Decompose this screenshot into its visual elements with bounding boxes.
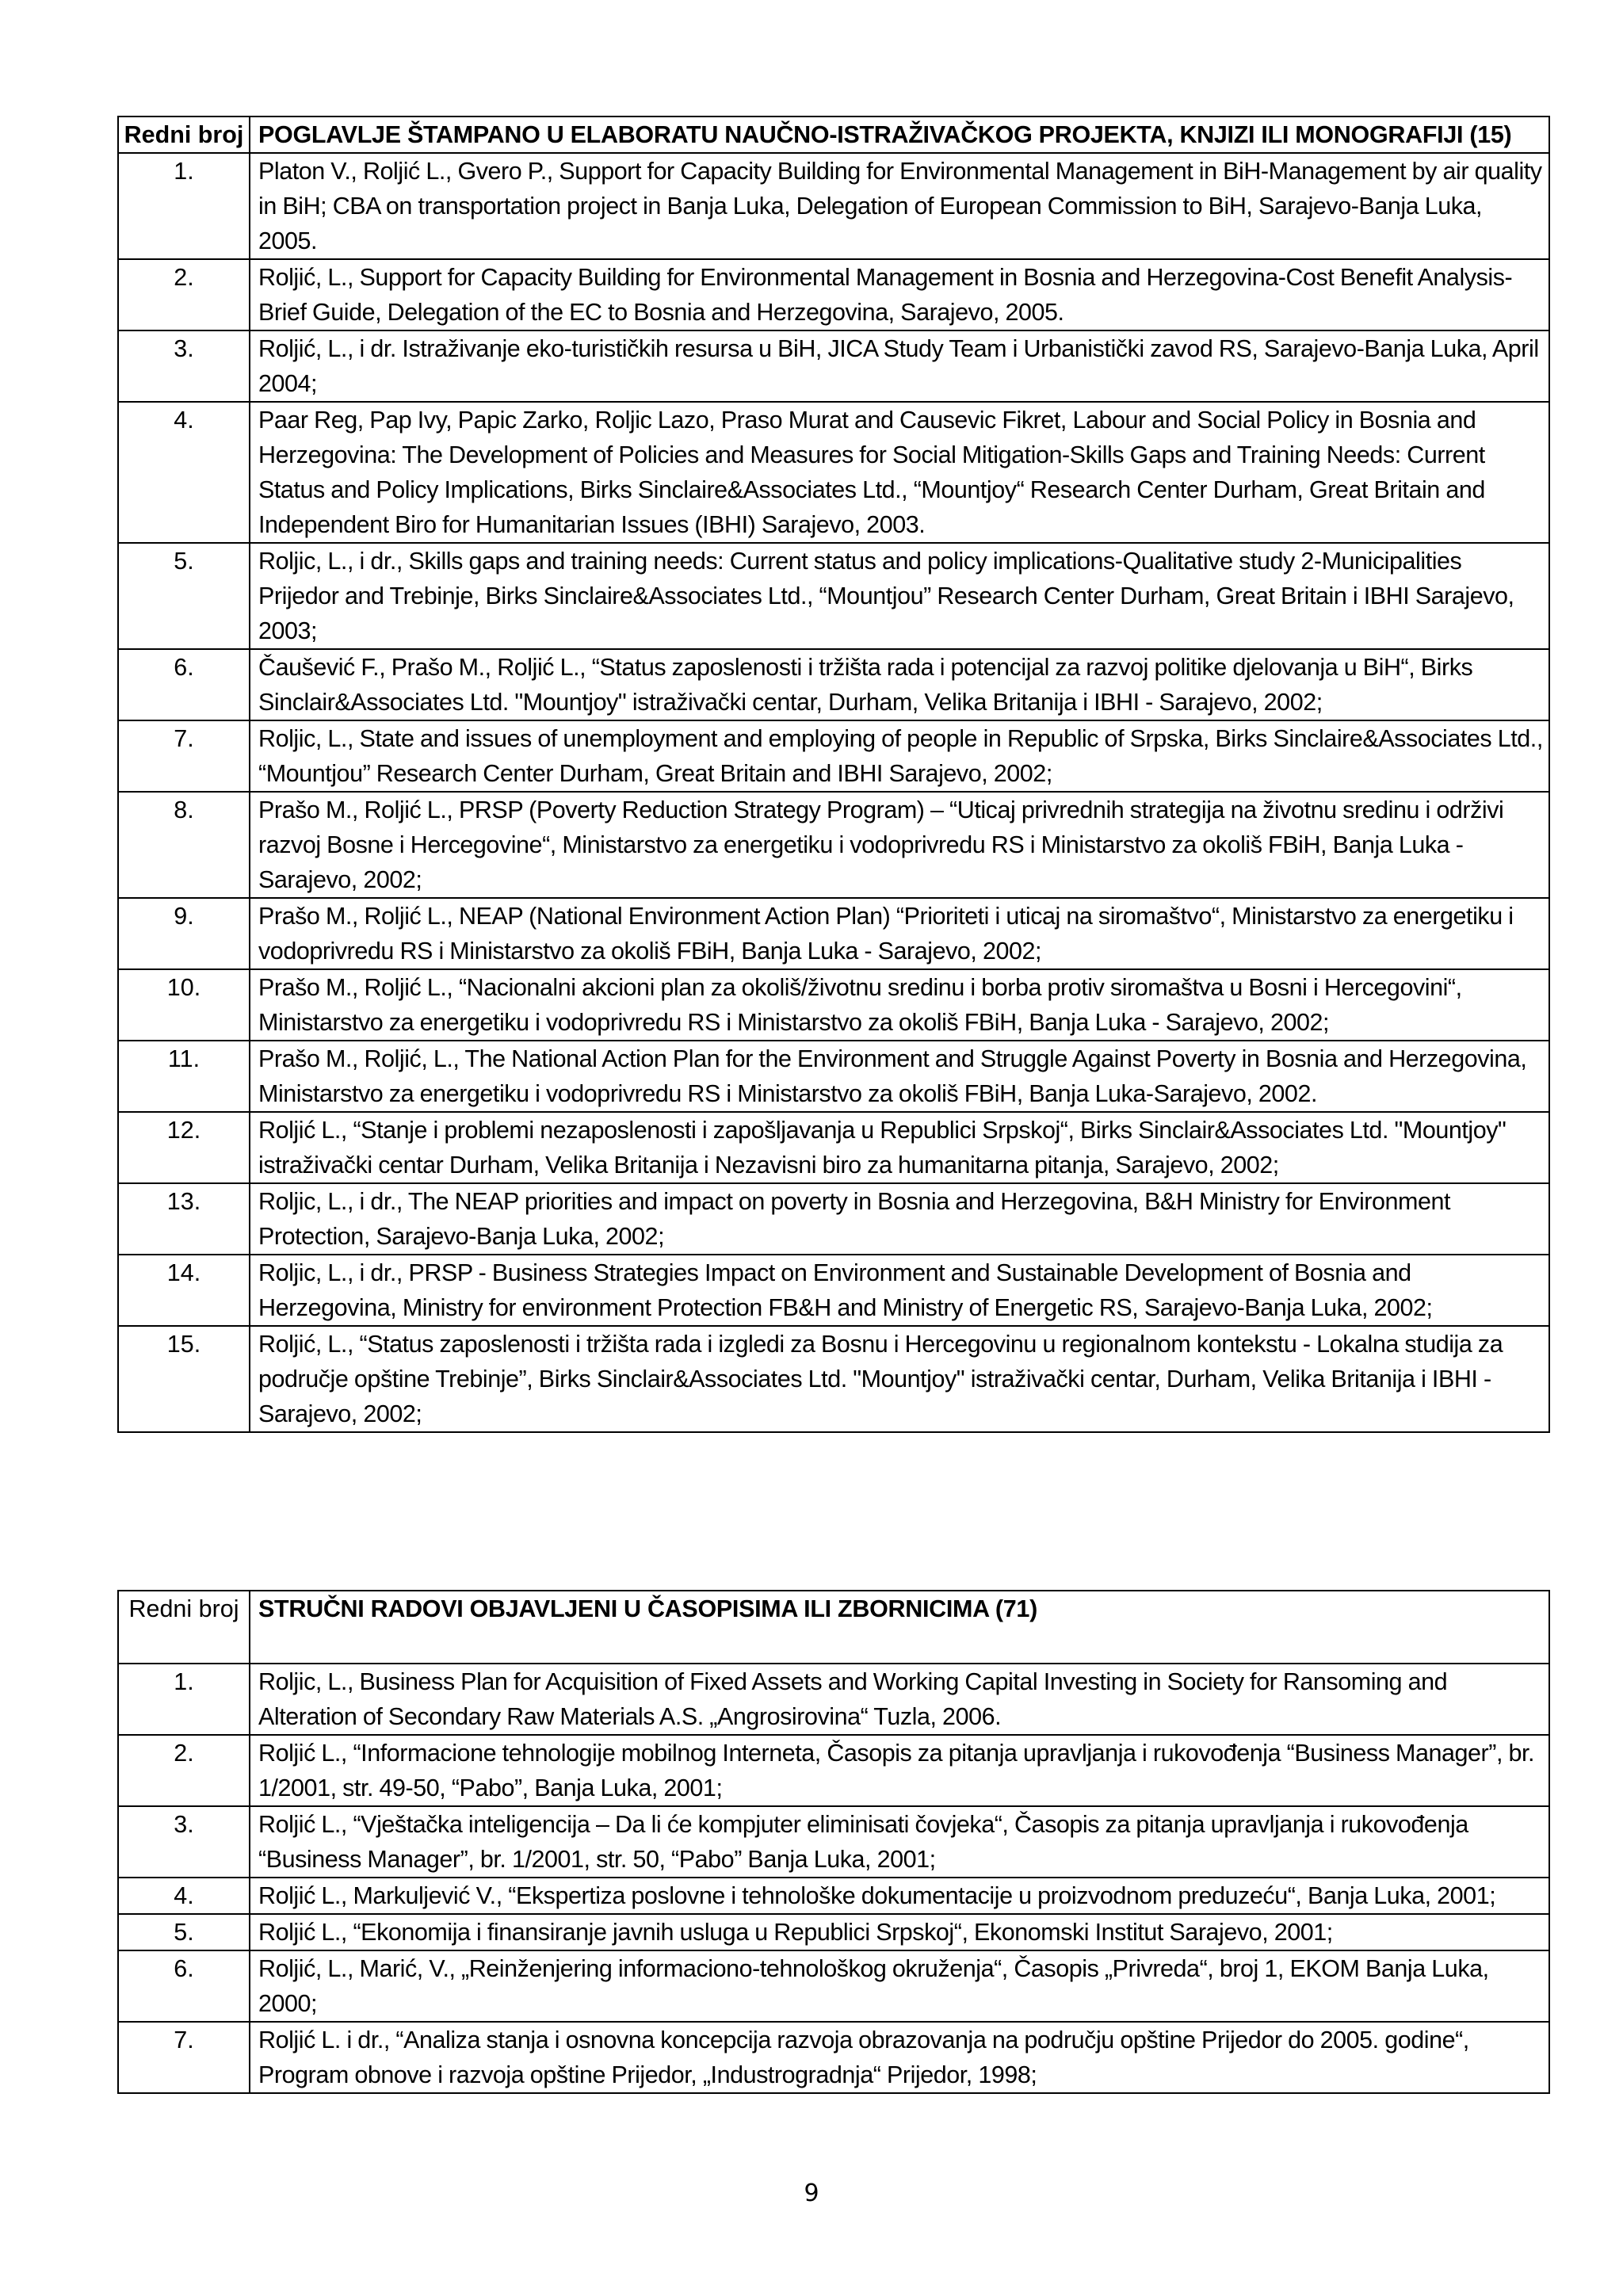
row-number: 5. xyxy=(118,1914,250,1950)
reference-entry: Prašo M., Roljić L., PRSP (Poverty Reduction Strategy Program) – “Uticaj privrednih strategija na životnu sredinu i održivi razvoj Bosne i Hercegovine“, Ministarstvo za energetiku i vodoprivredu RS i Ministarstvo za okoliš FBiH, Banja Luka - Sarajevo, 2002; xyxy=(250,792,1549,898)
row-number: 1. xyxy=(118,1664,250,1735)
reference-entry: Roljic, L., i dr., PRSP - Business Strategies Impact on Environment and Sustainable Development of Bosnia and Herzegovina, Ministry for environment Protection FB&H and Ministry of Energetic RS, Sarajevo-Banja Luka, 2002; xyxy=(250,1255,1549,1326)
row-number: 8. xyxy=(118,792,250,898)
table-row xyxy=(118,402,1549,543)
section-title: STRUČNI RADOVI OBJAVLJENI U ČASOPISIMA ILI ZBORNICIMA (71) xyxy=(250,1591,1549,1664)
row-number: 14. xyxy=(118,1255,250,1326)
table-header-row xyxy=(118,117,1549,153)
reference-entry: Prašo M., Roljić L., NEAP (National Environment Action Plan) “Prioriteti i uticaj na siromaštvo“, Ministarstvo za energetiku i vodoprivredu RS i Ministarstvo za okoliš FBiH, Banja Luka - Sarajevo, 2002; xyxy=(250,898,1549,969)
reference-entry: Roljić L., “Stanje i problemi nezaposlenosti i zapošljavanja u Republici Srpskoj“, Birks Sinclair&Associates Ltd. "Mountjoy" istraživački centar Durham, Velika Britanija i Nezavisni biro za humanitarna pitanja, Sarajevo, 2002; xyxy=(250,1112,1549,1183)
table-row xyxy=(118,1326,1549,1432)
page-number: 9 xyxy=(804,2179,819,2207)
row-number: 6. xyxy=(118,1950,250,2022)
row-number: 1. xyxy=(118,153,250,259)
table-body xyxy=(118,153,1549,1432)
reference-entry: Platon V., Roljić L., Gvero P., Support for Capacity Building for Environmental Management in BiH-Management by air quality in BiH; CBA on transportation project in Banja Luka, Delegation of European Commission to BiH, Sarajevo-Banja Luka, 2005. xyxy=(250,153,1549,259)
col-header-number: Redni broj xyxy=(118,1591,250,1664)
table-body xyxy=(118,1664,1549,2093)
reference-entry: Roljić, L., Support for Capacity Building for Environmental Management in Bosnia and Herzegovina-Cost Benefit Analysis-Brief Guide, Delegation of the EC to Bosnia and Herzegovina, Sarajevo, 2005. xyxy=(250,259,1549,330)
row-number: 12. xyxy=(118,1112,250,1183)
professional-papers-table xyxy=(117,1590,1550,2094)
table-row xyxy=(118,153,1549,259)
table-row xyxy=(118,1112,1549,1183)
chapters-table xyxy=(117,116,1550,1433)
reference-entry: Roljić L., “Vještačka inteligencija – Da li će kompjuter eliminisati čovjeka“, Časopis za pitanja upravljanja i rukovođenja “Business Manager”, br. 1/2001, str. 50, “Pabo” Banja Luka, 2001; xyxy=(250,1806,1549,1878)
table-row xyxy=(118,1735,1549,1806)
reference-entry: Paar Reg, Pap Ivy, Papic Zarko, Roljic Lazo, Praso Murat and Causevic Fikret, Labour and Social Policy in Bosnia and Herzegovina: The Development of Policies and Measures for Social Mitigation-Skills Gaps and Training Needs: Current Status and Policy Implications, Birks Sinclaire&Associates Ltd., “Mountjoy“ Research Center Durham, Great Britain and Independent Biro for Humanitarian Issues (IBHI) Sarajevo, 2003. xyxy=(250,402,1549,543)
row-number: 9. xyxy=(118,898,250,969)
reference-entry: Roljić, L., i dr. Istraživanje eko-turističkih resursa u BiH, JICA Study Team i Urbanistički zavod RS, Sarajevo-Banja Luka, April 2004; xyxy=(250,330,1549,402)
table-row xyxy=(118,1041,1549,1112)
reference-entry: Roljic, L., i dr., Skills gaps and training needs: Current status and policy implications-Qualitative study 2-Municipalities Prijedor and Trebinje, Birks Sinclaire&Associates Ltd., “Mountjou” Research Center Durham, Great Britain i IBHI Sarajevo, 2003; xyxy=(250,543,1549,649)
table-row xyxy=(118,720,1549,792)
reference-entry: Roljić, L., “Status zaposlenosti i tržišta rada i izgledi za Bosnu i Hercegovinu u regionalnom kontekstu - Lokalna studija za područje opštine Trebinje”, Birks Sinclair&Associates Ltd. "Mountjoy" istraživački centar, Durham, Velika Britanija i IBHI - Sarajevo, 2002; xyxy=(250,1326,1549,1432)
row-number: 10. xyxy=(118,969,250,1041)
row-number: 2. xyxy=(118,259,250,330)
table-row xyxy=(118,1950,1549,2022)
row-number: 4. xyxy=(118,1878,250,1914)
row-number: 5. xyxy=(118,543,250,649)
reference-entry: Roljić, L., Marić, V., „Reinženjering informaciono-tehnološkog okruženja“, Časopis „Privreda“, broj 1, EKOM Banja Luka, 2000; xyxy=(250,1950,1549,2022)
section-title: POGLAVLJE ŠTAMPANO U ELABORATU NAUČNO-ISTRAŽIVAČKOG PROJEKTA, KNJIZI ILI MONOGRAFIJI (15) xyxy=(250,117,1549,153)
row-number: 3. xyxy=(118,330,250,402)
reference-entry: Roljic, L., State and issues of unemployment and employing of people in Republic of Srpska, Birks Sinclaire&Associates Ltd., “Mountjou” Research Center Durham, Great Britain and IBHI Sarajevo, 2002; xyxy=(250,720,1549,792)
reference-entry: Roljić L., “Informacione tehnologije mobilnog Interneta, Časopis za pitanja upravljanja i rukovođenja “Business Manager”, br. 1/2001, str. 49-50, “Pabo”, Banja Luka, 2001; xyxy=(250,1735,1549,1806)
row-number: 6. xyxy=(118,649,250,720)
reference-entry: Roljic, L., i dr., The NEAP priorities and impact on poverty in Bosnia and Herzegovina, B&H Ministry for Environment Protection, Sarajevo-Banja Luka, 2002; xyxy=(250,1183,1549,1255)
row-number: 15. xyxy=(118,1326,250,1432)
col-header-number: Redni broj xyxy=(118,117,250,153)
table-row xyxy=(118,792,1549,898)
table-row xyxy=(118,2022,1549,2093)
row-number: 2. xyxy=(118,1735,250,1806)
table-row xyxy=(118,898,1549,969)
row-number: 7. xyxy=(118,720,250,792)
row-number: 13. xyxy=(118,1183,250,1255)
table-row xyxy=(118,1914,1549,1950)
reference-entry: Čaušević F., Prašo M., Roljić L., “Status zaposlenosti i tržišta rada i potencijal za razvoj politike djelovanja u BiH“, Birks Sinclair&Associates Ltd. "Mountjoy" istraživački centar, Durham, Velika Britanija i IBHI - Sarajevo, 2002; xyxy=(250,649,1549,720)
row-number: 3. xyxy=(118,1806,250,1878)
reference-entry: Roljić L. i dr., “Analiza stanja i osnovna koncepcija razvoja obrazovanja na području opštine Prijedor do 2005. godine“, Program obnove i razvoja opštine Prijedor, „Industrogradnja“ Prijedor, 1998; xyxy=(250,2022,1549,2093)
table-row xyxy=(118,649,1549,720)
reference-entry: Roljic, L., Business Plan for Acquisition of Fixed Assets and Working Capital Investing in Society for Ransoming and Alteration of Secondary Raw Materials A.S. „Angrosirovina“ Tuzla, 2006. xyxy=(250,1664,1549,1735)
table-row xyxy=(118,1183,1549,1255)
reference-entry: Prašo M., Roljić L., “Nacionalni akcioni plan za okoliš/životnu sredinu i borba protiv siromaštva u Bosni i Hercegovini“, Ministarstvo za energetiku i vodoprivredu RS i Ministarstvo za okoliš FBiH, Banja Luka - Sarajevo, 2002; xyxy=(250,969,1549,1041)
table-row xyxy=(118,1255,1549,1326)
table-row xyxy=(118,1806,1549,1878)
table-row xyxy=(118,543,1549,649)
row-number: 4. xyxy=(118,402,250,543)
table-row xyxy=(118,330,1549,402)
reference-entry: Prašo M., Roljić, L., The National Action Plan for the Environment and Struggle Against Poverty in Bosnia and Herzegovina, Ministarstvo za energetiku i vodoprivredu RS i Ministarstvo za okoliš FBiH, Banja Luka-Sarajevo, 2002. xyxy=(250,1041,1549,1112)
table-row xyxy=(118,1878,1549,1914)
reference-entry: Roljić L., Markuljević V., “Ekspertiza poslovne i tehnološke dokumentacije u proizvodnom preduzeću“, Banja Luka, 2001; xyxy=(250,1878,1549,1914)
table-header-row xyxy=(118,1591,1549,1664)
table-row xyxy=(118,969,1549,1041)
row-number: 11. xyxy=(118,1041,250,1112)
reference-entry: Roljić L., “Ekonomija i finansiranje javnih usluga u Republici Srpskoj“, Ekonomski Institut Sarajevo, 2001; xyxy=(250,1914,1549,1950)
table-row xyxy=(118,259,1549,330)
table-row xyxy=(118,1664,1549,1735)
row-number: 7. xyxy=(118,2022,250,2093)
